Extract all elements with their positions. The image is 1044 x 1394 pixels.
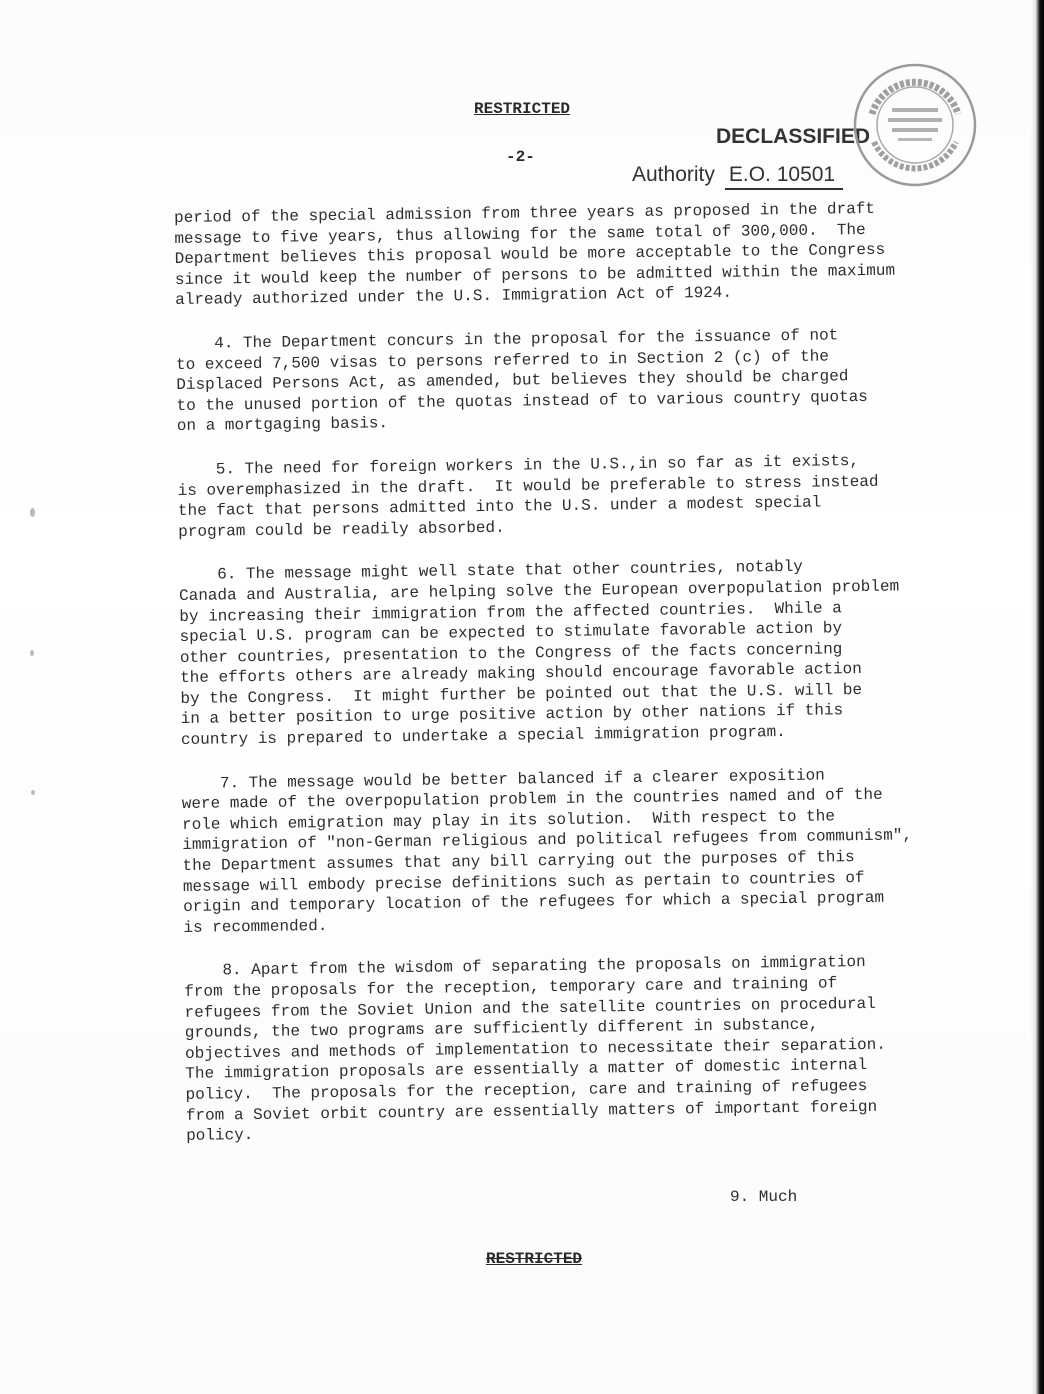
classification-footer: RESTRICTED xyxy=(486,1250,583,1268)
text-line: the efforts others are already making should encourage favorable action xyxy=(180,660,862,688)
classification-header: RESTRICTED xyxy=(474,100,571,118)
paper-speck xyxy=(30,650,34,656)
text-line: 6. The message might well state that other countries, notably xyxy=(178,558,803,585)
text-line: in a better position to urge positive action by other nations if this xyxy=(180,701,844,729)
text-line: special U.S. program can be expected to stimulate favorable action by xyxy=(179,619,843,647)
text-line: refugees from the Soviet Union and the satellite countries on procedural xyxy=(184,994,876,1022)
text-line: the Department assumes that any bill carrying out the purposes of this xyxy=(182,848,855,875)
text-line: from the proposals for the reception, temporary care and training of xyxy=(184,974,838,1001)
paragraph-8 xyxy=(184,951,1006,1147)
paper-speck xyxy=(30,508,35,517)
text-line: 5. The need for foreign workers in the U.S.,in so far as it exists, xyxy=(177,451,860,479)
text-line: policy. xyxy=(186,1126,254,1146)
text-line: immigration of "non-German religious and political refugees from communism", xyxy=(182,826,913,855)
text-line: 4. The Department concurs in the proposal for the issuance of not xyxy=(175,326,839,353)
page-number: -2- xyxy=(506,148,535,166)
paragraph-3-continued xyxy=(174,197,995,311)
declassified-stamp: DECLASSIFIED xyxy=(716,125,871,148)
paper-speck xyxy=(31,790,35,795)
text-line: period of the special admission from three years as proposed in the draft xyxy=(174,199,876,227)
text-line: policy. The proposals for the reception, care and training of refugees xyxy=(185,1076,868,1104)
text-line: 7. The message would be better balanced if a clearer exposition xyxy=(181,766,825,793)
text-line: since it would keep the number of persons to be admitted within the maximum xyxy=(174,261,896,289)
text-line: grounds, the two programs are sufficiently different in substance, xyxy=(184,1015,819,1043)
text-line: objectives and methods of implementation to necessitate their separation. xyxy=(184,1035,887,1063)
text-line: 8. Apart from the wisdom of separating the proposals on immigration xyxy=(183,953,866,981)
text-line: by the Congress. It might further be pointed out that the U.S. will be xyxy=(180,680,863,708)
text-line: to exceed 7,500 visas to persons referred to in Section 2 (c) of the xyxy=(175,347,830,374)
text-line: other countries, presentation to the Congress of the facts concerning xyxy=(179,639,843,667)
continuation-catchword: 9. Much xyxy=(730,1188,798,1206)
text-line: message to five years, thus allowing for the same total of 300,000. The xyxy=(174,220,866,248)
scan-edge-shadow xyxy=(1030,0,1044,1394)
paragraph-5 xyxy=(177,449,998,542)
authority-line xyxy=(632,163,843,190)
paragraph-7 xyxy=(181,763,1003,938)
text-line: were made of the overpopulation problem in the countries named and of the xyxy=(181,786,883,814)
text-line: the fact that persons admitted into the U.S. under a modest special xyxy=(177,493,822,521)
text-line: already authorized under the U.S. Immigration Act of 1924. xyxy=(175,284,733,310)
text-line: Department believes this proposal would be more acceptable to the Congress xyxy=(174,240,886,269)
text-line: origin and temporary location of the refugees for which a special program xyxy=(183,888,885,917)
text-line: is recommended. xyxy=(183,916,328,937)
text-line: country is prepared to undertake a special immigration program. xyxy=(180,723,786,750)
authority-label: Authority xyxy=(632,163,715,186)
paragraph-4 xyxy=(176,323,997,437)
text-line: The immigration proposals are essentially a matter of domestic internal xyxy=(185,1056,868,1084)
text-line: is overemphasized in the draft. It would be preferable to stress instead xyxy=(177,472,879,500)
text-line: program could be readily absorbed. xyxy=(178,518,505,541)
paragraph-6 xyxy=(179,555,1001,751)
archive-seal-stamp xyxy=(852,62,978,188)
text-line: on a mortgaging basis. xyxy=(176,414,389,436)
text-line: Canada and Australia, are helping solve the European overpopulation problem xyxy=(178,577,900,605)
text-line: by increasing their immigration from the affected countries. While a xyxy=(179,598,842,626)
text-line: role which emigration may play in its solution. With respect to the xyxy=(181,807,836,834)
text-line: Displaced Persons Act, as amended, but believes they should be charged xyxy=(176,367,849,395)
text-line: message will embody precise definitions such as pertain to countries of xyxy=(182,868,865,896)
memo-body xyxy=(174,197,1006,1146)
authority-value: E.O. 10501 xyxy=(725,163,843,190)
text-line: from a Soviet orbit country are essentially matters of important foreign xyxy=(185,1097,878,1125)
text-line: to the unused portion of the quotas instead of to various country quotas xyxy=(176,387,868,415)
